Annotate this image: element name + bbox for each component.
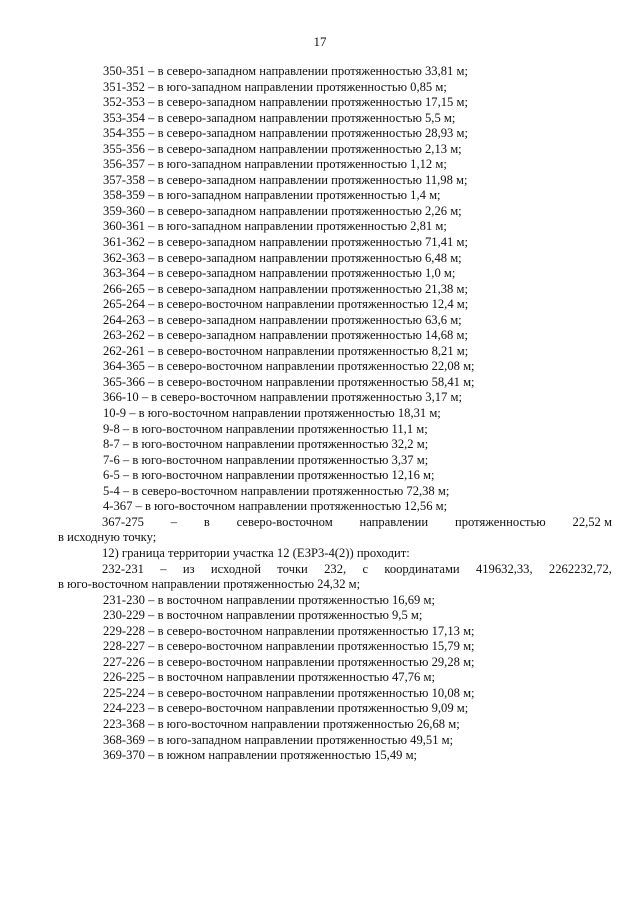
word: – [160, 561, 167, 576]
boundary-list-block-2 [0, 593, 640, 764]
boundary-line: 357-358 – в северо-западном направлении протяженностью 11,98 м; [103, 172, 468, 187]
justified-boundary-line-1 [0, 515, 640, 531]
boundary-list-block-1 [0, 64, 640, 515]
boundary-line: 5-4 – в северо-восточном направлении протяженностью 72,38 м; [103, 483, 450, 498]
word: координатами [384, 561, 460, 576]
word: 419632,33, [475, 561, 533, 576]
justified-boundary-line-2 [0, 562, 640, 578]
boundary-line: 364-365 – в северо-восточном направлении протяженностью 22,08 м; [103, 359, 475, 374]
boundary-line: 266-265 – в северо-западном направлении протяженностью 21,38 м; [103, 281, 468, 296]
boundary-line: 227-226 – в северо-восточном направлении протяженностью 29,28 м; [103, 654, 475, 669]
boundary-line: 262-261 – в северо-восточном направлении протяженностью 8,21 м; [103, 343, 469, 358]
boundary-line: 362-363 – в северо-западном направлении протяженностью 6,48 м; [103, 250, 462, 265]
document-body [0, 64, 640, 764]
boundary-line: 359-360 – в северо-западном направлении протяженностью 2,26 м; [103, 203, 462, 218]
boundary-line: 352-353 – в северо-западном направлении протяженностью 17,15 м; [103, 95, 468, 110]
boundary-line: 356-357 – в юго-западном направлении протяженностью 1,12 м; [103, 157, 447, 172]
boundary-line: 361-362 – в северо-западном направлении протяженностью 71,41 м; [103, 235, 468, 250]
word: 2262232,72, [548, 561, 612, 576]
boundary-line: 358-359 – в юго-западном направлении протяженностью 1,4 м; [103, 188, 441, 203]
boundary-line: 369-370 – в южном направлении протяженностью 15,49 м; [103, 748, 418, 763]
word: 232, [324, 561, 347, 576]
boundary-line: 223-368 – в юго-восточном направлении протяженностью 26,68 м; [103, 716, 460, 731]
word: с [362, 561, 369, 576]
word: 367-275 [102, 514, 144, 529]
word: из [182, 561, 195, 576]
boundary-line: 354-355 – в северо-западном направлении протяженностью 28,93 м; [103, 126, 468, 141]
boundary-line: 231-230 – в восточном направлении протяженностью 16,69 м; [103, 592, 435, 607]
boundary-line: 368-369 – в юго-западном направлении протяженностью 49,51 м; [103, 732, 454, 747]
boundary-line: 226-225 – в восточном направлении протяженностью 47,76 м; [103, 670, 435, 685]
boundary-line: 366-10 – в северо-восточном направлении протяженностью 3,17 м; [103, 390, 462, 405]
boundary-line: 228-227 – в северо-восточном направлении протяженностью 15,79 м; [103, 639, 475, 654]
word: направлении [359, 514, 429, 529]
word: северо-восточном [236, 514, 333, 529]
boundary-line: 353-354 – в северо-западном направлении протяженностью 5,5 м; [103, 110, 456, 125]
boundary-line: 6-5 – в юго-восточном направлении протяженностью 12,16 м; [103, 468, 435, 483]
boundary-line: 355-356 – в северо-западном направлении протяженностью 2,13 м; [103, 141, 462, 156]
boundary-line-continuation-2: в юго-восточном направлении протяженностью 24,32 м; [58, 577, 361, 592]
boundary-line: 351-352 – в юго-западном направлении протяженностью 0,85 м; [103, 79, 447, 94]
word: протяженностью [454, 514, 546, 529]
page-number: 17 [313, 34, 327, 49]
boundary-line: 4-367 – в юго-восточном направлении протяженностью 12,56 м; [103, 499, 448, 514]
boundary-line: 365-366 – в северо-восточном направлении протяженностью 58,41 м; [103, 374, 475, 389]
boundary-line: 264-263 – в северо-западном направлении протяженностью 63,6 м; [103, 312, 462, 327]
boundary-line: 8-7 – в юго-восточном направлении протяженностью 32,2 м; [103, 437, 429, 452]
word: – [170, 514, 178, 529]
boundary-line: 350-351 – в северо-западном направлении протяженностью 33,81 м; [103, 64, 468, 78]
section-heading: 12) граница территории участка 12 (ЕЗР3-4(2)) проходит: [102, 545, 410, 560]
word: 22,52 м [572, 514, 612, 529]
word: в [203, 514, 210, 529]
boundary-line: 363-364 – в северо-западном направлении протяженностью 1,0 м; [103, 266, 456, 281]
boundary-line: 7-6 – в юго-восточном направлении протяженностью 3,37 м; [103, 452, 429, 467]
boundary-line: 229-228 – в северо-восточном направлении протяженностью 17,13 м; [103, 623, 475, 638]
boundary-line: 265-264 – в северо-восточном направлении протяженностью 12,4 м; [103, 297, 469, 312]
word: исходной [210, 561, 261, 576]
word: 232-231 [102, 561, 144, 576]
boundary-line: 224-223 – в северо-восточном направлении протяженностью 9,09 м; [103, 701, 469, 716]
boundary-line: 263-262 – в северо-западном направлении протяженностью 14,68 м; [103, 328, 468, 343]
boundary-line: 360-361 – в юго-западном направлении протяженностью 2,81 м; [103, 219, 447, 234]
boundary-line: 225-224 – в северо-восточном направлении протяженностью 10,08 м; [103, 685, 475, 700]
boundary-line: 10-9 – в юго-восточном направлении протяженностью 18,31 м; [103, 406, 441, 421]
boundary-line: 9-8 – в юго-восточном направлении протяженностью 11,1 м; [103, 421, 428, 436]
boundary-line: 230-229 – в восточном направлении протяженностью 9,5 м; [103, 608, 423, 623]
boundary-line-continuation-1: в исходную точку; [58, 530, 157, 545]
word: точки [277, 561, 308, 576]
